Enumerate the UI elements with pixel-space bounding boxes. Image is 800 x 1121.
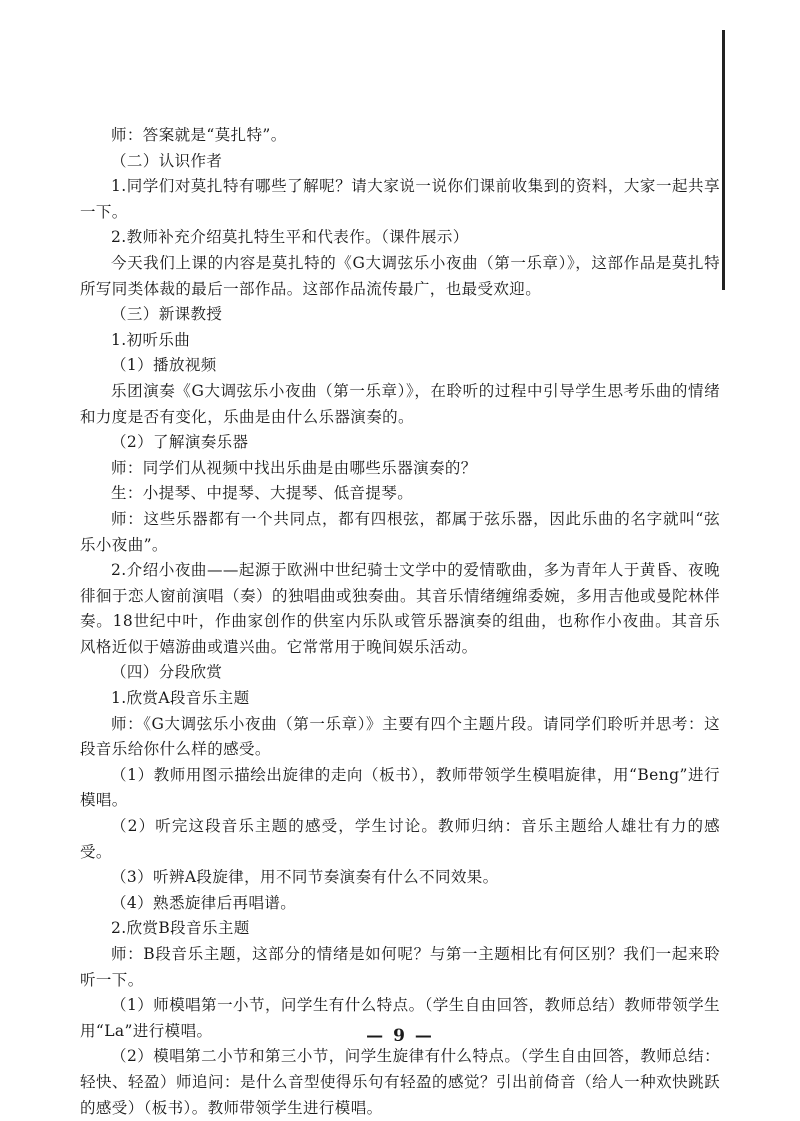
subheading: 1.欣赏A段音乐主题	[111, 689, 250, 708]
subheading: 1.初听乐曲	[111, 330, 191, 349]
section-heading: （二）认识作者	[111, 151, 223, 170]
dialogue-line: 师：这些乐器都有一个共同点，都有四根弦，都属于弦乐器，因此乐曲的名字就叫“弦乐小夜曲”。	[80, 509, 720, 554]
list-item: （2）听完这段音乐主题的感受，学生讨论。教师归纳：音乐主题给人雄壮有力的感受。	[80, 817, 720, 861]
dialogue-line: 师：《G大调弦乐小夜曲（第一乐章）》主要有四个主题片段。请同学们聆听并思考：这段音乐给你什么样的感受。	[80, 714, 720, 759]
list-item: （3）听辨A段旋律，用不同节奏演奏有什么不同效果。	[111, 868, 499, 887]
paragraph: 乐团演奏《G大调弦乐小夜曲（第一乐章）》，在聆听的过程中引导学生思考乐曲的情绪和力度是否有变化，乐曲是由什么乐器演奏的。	[80, 381, 720, 426]
paragraph: 2.教师补充介绍莫扎特生平和代表作。（课件展示）	[111, 228, 469, 247]
subheading: （2）了解演奏乐器	[111, 433, 249, 452]
body-text	[80, 123, 720, 1121]
list-item: （1）师模唱第一小节，问学生有什么特点。（学生自由回答，教师总结）教师带领学生用“La”进行模唱。	[80, 996, 720, 1040]
dialogue-line: 师：B段音乐主题，这部分的情绪是如何呢？与第一主题相比有何区别？我们一起来聆听一下。	[80, 945, 720, 989]
paragraph: 今天我们上课的内容是莫扎特的《G大调弦乐小夜曲（第一乐章）》，这部作品是莫扎特所写同类体裁的最后一部作品。这部作品流传最广，也最受欢迎。	[80, 253, 720, 298]
paragraph: 2.介绍小夜曲——起源于欧洲中世纪骑士文学中的爱情歌曲，多为青年人于黄昏、夜晚徘徊于恋人窗前演唱（奏）的独唱曲或独奏曲。其音乐情绪缠绵委婉，多用吉他或曼陀林伴奏。18世纪中叶，作曲家创作的供室内乐队或管乐器演奏的组曲，也称作小夜曲。其音乐风格近似于嬉游曲或遣兴曲。它常常用于晚间娱乐活动。	[80, 561, 720, 656]
page-number: — 9 —	[366, 1026, 434, 1046]
list-item: （4）熟悉旋律后再唱谱。	[111, 893, 297, 912]
subheading: （1）播放视频	[111, 356, 217, 375]
section-heading: （四）分段欣赏	[111, 663, 223, 682]
paragraph: 1.同学们对莫扎特有哪些了解呢？请大家说一说你们课前收集到的资料，大家一起共享一下。	[80, 177, 720, 221]
section-heading: （三）新课教授	[111, 305, 223, 324]
list-item: （2）模唱第二小节和第三小节，问学生旋律有什么特点。（学生自由回答，教师总结：轻快、轻盈）师追问：是什么音型使得乐句有轻盈的感觉？引出前倚音（给人一种欢快跳跃的感受）（板书）。教师带领学生进行模唱。	[80, 1047, 720, 1117]
scan-edge-line	[722, 30, 725, 290]
paragraph: 师：答案就是“莫扎特”。	[111, 126, 287, 144]
list-item: （1）教师用图示描绘出旋律的走向（板书），教师带领学生模唱旋律，用“Beng”进行模唱。	[80, 765, 720, 810]
dialogue-line: 生：小提琴、中提琴、大提琴、低音提琴。	[111, 484, 414, 503]
subheading: 2.欣赏B段音乐主题	[111, 919, 250, 938]
dialogue-line: 师：同学们从视频中找出乐曲是由哪些乐器演奏的？	[111, 458, 477, 477]
